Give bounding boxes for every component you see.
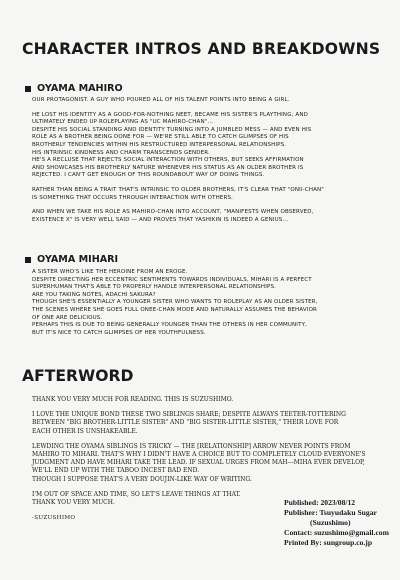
afterword-title: AFTERWORD (22, 367, 134, 385)
text-line: BUT IT'S NICE TO CATCH GLIMPSES OF HER YOUTHFULNESS. (32, 329, 206, 336)
text-line: THE SCENES WHERE SHE GOES FULL ONEE-CHAN MODE AND NATURALLY ASSUMES THE BEHAVIOR (32, 306, 318, 313)
text-line: WE'LL END UP WITH THE TABOO INCEST BAD END. (32, 467, 200, 475)
text-line: AND WHEN WE TAKE HIS ROLE AS MAHIRO-CHAN INTO ACCOUNT, "MANIFESTS WHEN OBSERVED, (32, 209, 314, 216)
text-line: THANK YOU VERY MUCH FOR READING. THIS IS SUZUSHIMO. (32, 396, 234, 403)
publisher-alias: (Suzushimo) (310, 518, 351, 527)
text-line: THANK YOU VERY MUCH. (32, 499, 115, 507)
character-heading-mihari (25, 254, 118, 265)
text-line: BETWEEN "BIG BROTHER-LITTLE SISTER" AND "BIG SISTER-LITTLE SISTER," THEIR LOVE FOR (32, 419, 339, 427)
publisher: Publisher: Tsuyudaku Sugar (284, 508, 377, 517)
character-name: OYAMA MAHIRO (37, 83, 123, 94)
signature: -SUZUSHIMO (32, 515, 76, 522)
text-line: ARE YOU TAKING NOTES, ADACHI SAKURA? (32, 291, 156, 298)
text-line: MAHIRO TO MIHARI. THAT'S WHY I DIDN'T HAVE A CHOICE BUT TO COMPLETELY CLOUD EVERYONE'S (32, 451, 366, 459)
publication-credits (284, 498, 394, 548)
text-line: A SISTER WHO'S LIKE THE HEROINE FROM AN EROGE. (32, 269, 188, 275)
text-line: EXISTENCE X" IS VERY WELL SAID — AND PROVES THAT YASHIKIN IS INDEED A GENIUS... (32, 216, 289, 223)
character-description-mihari (32, 269, 372, 337)
text-line: THOUGH I SUPPOSE THAT'S A VERY DOUJIN-LIKE WAY OF WRITING. (32, 475, 252, 483)
text-line: ULTIMATELY ENDED UP ROLEPLAYING AS "UC MAHIRO-CHAN"... (32, 119, 214, 126)
text-line: REJECTED. I CAN'T GET ENOUGH OF THIS ROUNDABOUT WAY OF DOING THINGS. (32, 172, 265, 179)
text-line: LEWDING THE OYAMA SIBLINGS IS TRICKY — THE [RELATIONSHIP] ARROW NEVER POINTS FROM (32, 442, 351, 450)
text-line: HIS INTRINSIC KINDNESS AND CHARM TRANSCENDS GENDER. (32, 149, 210, 156)
character-name: OYAMA MIHARI (37, 254, 119, 265)
text-line: ROLE AS A BROTHER BEING DONE FOR — WE'RE STILL ABLE TO CATCH GLIMPSES OF HIS (32, 134, 289, 141)
text-line: THOUGH SHE'S ESSENTIALLY A YOUNGER SISTER WHO WANTS TO ROLEPLAY AS AN OLDER SISTER, (32, 299, 318, 306)
text-line: PERHAPS THIS IS DUE TO BEING GENERALLY YOUNGER THAN THE OTHERS IN HER COMMUNITY, (32, 322, 307, 329)
text-line: AND SHOWCASES HIS BROTHERLY NATURE WHENEVER HIS STATUS AS AN OLDER BROTHER IS (32, 164, 304, 171)
text-line: DESPITE DIRECTING HER ECCENTRIC SENTIMENTS TOWARDS INDIVIDUALS, MIHARI IS A PERFECT (32, 276, 312, 283)
contact-email: Contact: suzushimo@gmail.com (284, 528, 389, 537)
text-line: JUDGMENT AND HAVE MIHARI TAKE THE LEAD. IF SEXUAL URGES FROM MAH---MIHA EVER DEVELOP, (32, 459, 365, 467)
published-date: Published: 2023/08/12 (284, 498, 356, 507)
text-line: OF ONE ARE DELICIOUS. (32, 314, 103, 321)
text-line: I LOVE THE UNIQUE BOND THESE TWO SIBLINGS SHARE; DESPITE ALWAYS TEETER-TOTTERING (32, 411, 346, 419)
page-title: CHARACTER INTROS AND BREAKDOWNS (22, 40, 381, 58)
printed-by: Printed By: sungroup.co.jp (284, 538, 373, 547)
text-line: DESPITE HIS SOCIAL STANDING AND IDENTITY TURNING INTO A JUMBLED MESS — AND EVEN HIS (32, 126, 312, 133)
text-line: I'M OUT OF SPACE AND TIME, SO LET'S LEAVE THINGS AT THAT. (32, 490, 241, 498)
text-line: IS SOMETHING THAT OCCURS THROUGH INTERACTION WITH OTHERS. (32, 194, 234, 201)
text-line: HE'S A RECLUSE THAT REJECTS SOCIAL INTERACTION WITH OTHERS, BUT SEEKS AFFIRMATION (32, 157, 304, 164)
text-line: HE LOST HIS IDENTITY AS A GOOD-FOR-NOTHING NEET, BECAME HIS SISTER'S PLAYTHING, AND (32, 111, 308, 118)
text-line: RATHER THAN BEING A TRAIT THAT'S INTRINSIC TO OLDER BROTHERS, IT'S CLEAR THAT "ONII-CHAN" (32, 186, 324, 193)
character-heading-mahiro (25, 83, 123, 94)
square-bullet-icon (25, 86, 31, 92)
text-line: EACH OTHER IS UNSHAKEABLE. (32, 427, 138, 435)
text-line: SUPERHUMAN THAT'S ABLE TO PROPERLY HANDLE INTERPERSONAL RELATIONSHIPS. (32, 284, 276, 291)
text-line: OUR PROTAGONIST. A GUY WHO POURED ALL OF HIS TALENT POINTS INTO BEING A GIRL. (32, 97, 290, 103)
character-description-mahiro (32, 97, 372, 224)
square-bullet-icon (25, 257, 31, 263)
text-line: BROTHERLY TENDENCIES WITHIN HIS RESTRUCTURED INTERPERSONAL RELATIONSHIPS. (32, 141, 287, 148)
